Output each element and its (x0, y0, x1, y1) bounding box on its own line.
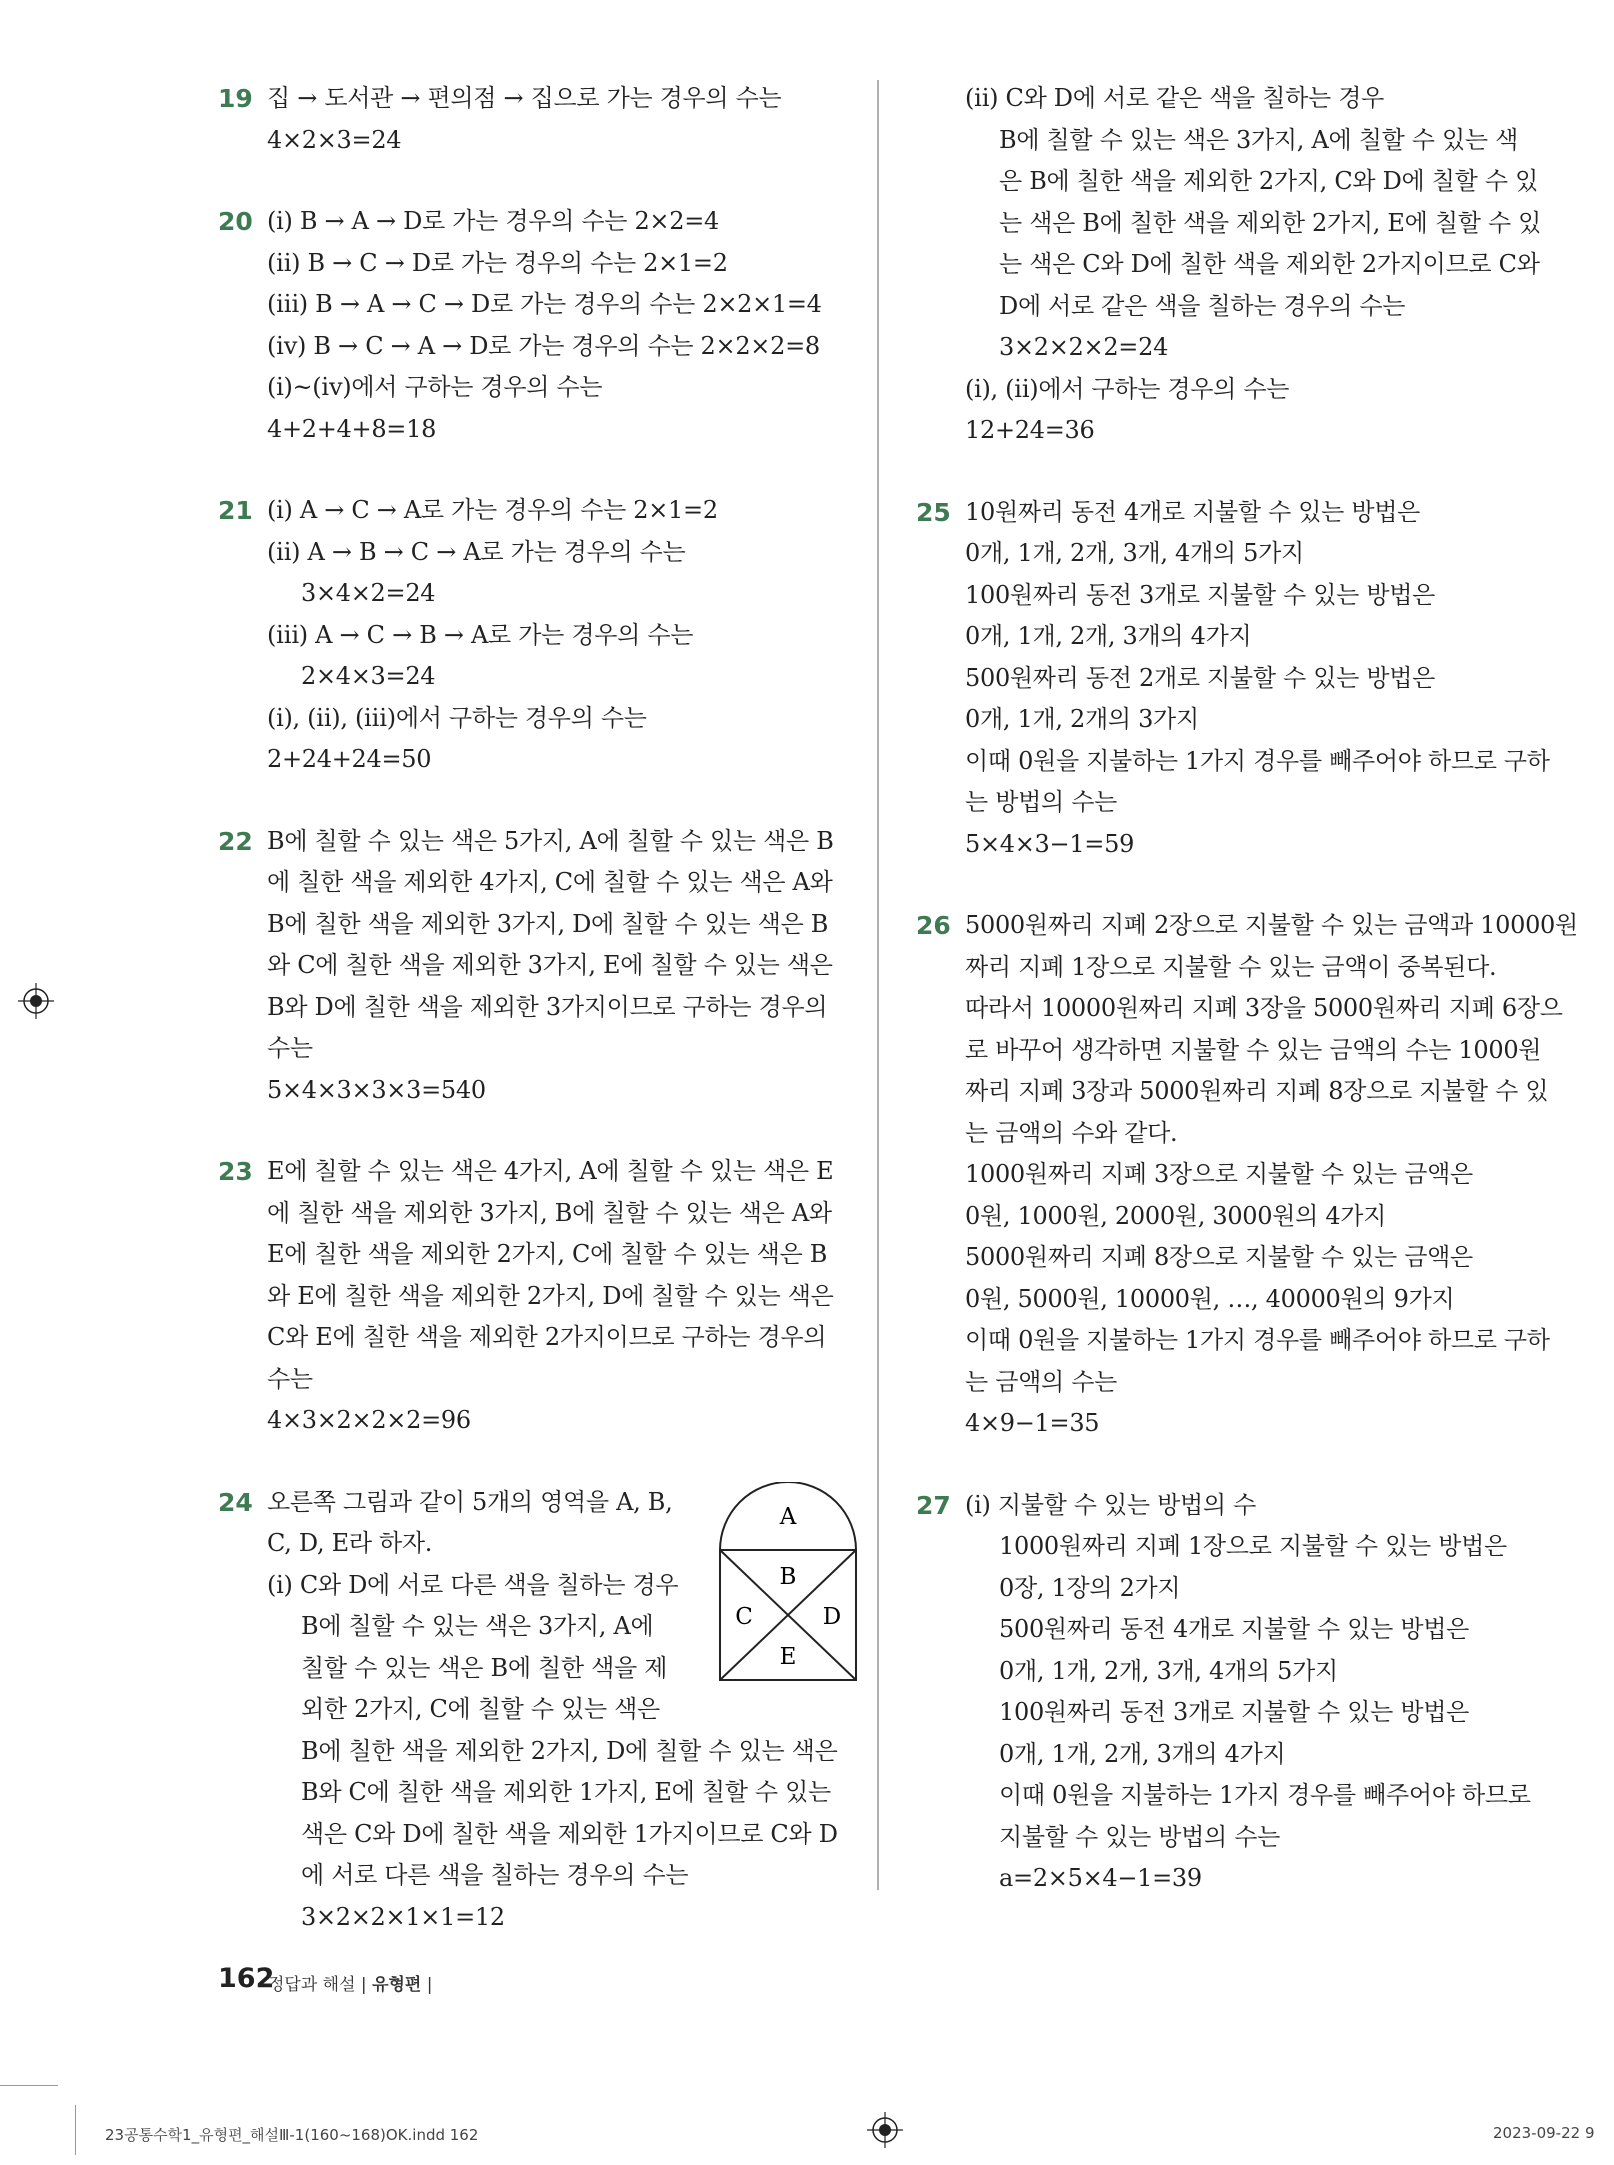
column-divider (877, 80, 879, 1890)
solution-line: 0개, 1개, 2개, 3개, 4개의 5가지 (965, 539, 1304, 567)
solution-line: 짜리 지폐 3장과 5000원짜리 지폐 8장으로 지불할 수 있 (965, 1077, 1549, 1105)
solution-line: 0원, 1000원, 2000원, 3000원의 4가지 (965, 1201, 1387, 1230)
solution-line: 외한 2가지, C에 칠할 수 있는 색은 (301, 1695, 660, 1723)
solution-line: (ⅰ)~(ⅳ)에서 구하는 경우의 수는 (267, 373, 603, 401)
problem-block (916, 78, 1556, 452)
solution-line: 이때 0원을 지불하는 1가지 경우를 빼주어야 하므로 구하 (965, 1326, 1550, 1354)
solution-line: (ⅱ) C와 D에 서로 같은 색을 칠하는 경우 (965, 84, 1384, 112)
solution-line: 500원짜리 동전 2개로 지불할 수 있는 방법은 (965, 663, 1435, 692)
solution-line: 5000원짜리 지폐 2장으로 지불할 수 있는 금액과 10000원 (965, 911, 1578, 939)
problem-block (218, 1482, 858, 1939)
solution-line: C와 E에 칠한 색을 제외한 2가지이므로 구하는 경우의 (267, 1323, 827, 1351)
problem-number: 26 (916, 911, 951, 940)
solution-line: 12+24=36 (965, 416, 1095, 444)
solution-line: 3×2×2×2=24 (999, 333, 1169, 361)
problem-number: 24 (218, 1487, 253, 1517)
solution-line: B와 D에 칠한 색을 제외한 3가지이므로 구하는 경우의 (267, 992, 828, 1021)
solution-line: (ⅱ) A → B → C → A로 가는 경우의 수는 (267, 537, 686, 566)
solution-line: 오른쪽 그림과 같이 5개의 영역을 A, B, (267, 1487, 673, 1516)
problem-block (218, 78, 858, 161)
solution-line: 에 서로 다른 색을 칠하는 경우의 수는 (301, 1861, 689, 1889)
crop-mark (75, 2105, 76, 2155)
solution-line: 0장, 1장의 2가지 (999, 1573, 1181, 1602)
solution-line: B와 C에 칠한 색을 제외한 1가지, E에 칠할 수 있는 (301, 1778, 831, 1806)
solution-line: (ⅰ), (ⅱ), (ⅲ)에서 구하는 경우의 수는 (267, 703, 647, 732)
file-slug: 23공통수학1_유형편_해설Ⅲ-1(160~168)OK.indd 162 (105, 2126, 479, 2144)
right-column (916, 78, 1578, 1940)
solution-line: B에 칠할 수 있는 색은 5가지, A에 칠할 수 있는 색은 B (267, 826, 834, 855)
solution-line: 0개, 1개, 2개, 3개의 4가지 (999, 1739, 1286, 1768)
solution-line: 0원, 5000원, 10000원, …, 40000원의 9가지 (965, 1284, 1455, 1313)
footer-separator-end: | (426, 1975, 433, 1995)
left-column (218, 78, 858, 1978)
problem-block (916, 1485, 1556, 1900)
page-number: 162 (218, 1963, 275, 1994)
solution-line: 수는 (267, 1364, 313, 1393)
solution-line: 는 방법의 수는 (965, 788, 1117, 816)
region-label-b: B (779, 1563, 797, 1590)
solution-line: 로 바꾸어 생각하면 지불할 수 있는 금액의 수는 1000원 (965, 1035, 1542, 1064)
solution-line: 3×2×2×1×1=12 (301, 1902, 505, 1931)
solution-line: 칠할 수 있는 색은 B에 칠한 색을 제 (301, 1653, 668, 1682)
solution-line: a=2×5×4−1=39 (999, 1864, 1202, 1892)
problem-number: 21 (218, 496, 253, 525)
solution-line: 에 칠한 색을 제외한 3가지, B에 칠할 수 있는 색은 A와 (267, 1198, 832, 1227)
solution-line: 1000원짜리 지폐 3장으로 지불할 수 있는 금액은 (965, 1160, 1473, 1188)
solution-line: B에 칠한 색을 제외한 3가지, D에 칠할 수 있는 색은 B (267, 909, 829, 938)
solution-line: 와 E에 칠한 색을 제외한 2가지, D에 칠할 수 있는 색은 (267, 1281, 834, 1310)
crop-mark (0, 2085, 58, 2086)
solution-line: D에 서로 같은 색을 칠하는 경우의 수는 (999, 291, 1406, 320)
solution-line: 은 B에 칠한 색을 제외한 2가지, C와 D에 칠할 수 있 (999, 167, 1538, 195)
solution-line: E에 칠한 색을 제외한 2가지, C에 칠할 수 있는 색은 B (267, 1240, 828, 1268)
solution-line: 5×4×3−1=59 (965, 829, 1135, 858)
solution-line: 500원짜리 동전 4개로 지불할 수 있는 방법은 (999, 1615, 1469, 1643)
region-label-d: D (822, 1603, 842, 1630)
solution-line: (ⅰ) 지불할 수 있는 방법의 수 (965, 1490, 1256, 1519)
problem-number: 23 (218, 1157, 253, 1186)
problem-block (218, 490, 858, 781)
solution-line: 이때 0원을 지불하는 1가지 경우를 빼주어야 하므로 (999, 1781, 1531, 1809)
solution-line: 이때 0원을 지불하는 1가지 경우를 빼주어야 하므로 구하 (965, 746, 1550, 775)
solution-line: (ⅲ) A → C → B → A로 가는 경우의 수는 (267, 620, 694, 649)
solution-line: 5000원짜리 지폐 8장으로 지불할 수 있는 금액은 (965, 1243, 1473, 1271)
solution-line: 는 금액의 수와 같다. (965, 1118, 1178, 1147)
solution-line: 100원짜리 동전 3개로 지불할 수 있는 방법은 (999, 1698, 1469, 1726)
solution-line: 0개, 1개, 2개, 3개의 4가지 (965, 622, 1252, 650)
problem-number: 27 (916, 1490, 951, 1520)
problem-block (916, 492, 1556, 866)
solution-line: 1000원짜리 지폐 1장으로 지불할 수 있는 방법은 (999, 1532, 1507, 1560)
solution-line: 에 칠한 색을 제외한 4가지, C에 칠할 수 있는 색은 A와 (267, 868, 833, 896)
solution-line: 집 → 도서관 → 편의점 → 집으로 가는 경우의 수는 (267, 84, 782, 112)
solution-line: 0개, 1개, 2개의 3가지 (965, 705, 1199, 733)
solution-line: C, D, E라 하자. (267, 1529, 433, 1557)
problem-block (218, 201, 858, 450)
solution-line: 는 금액의 수는 (965, 1367, 1117, 1396)
solution-line: (ⅱ) B → C → D로 가는 경우의 수는 2×1=2 (267, 248, 728, 277)
region-label-c: C (735, 1603, 753, 1630)
solution-line: 4×2×3=24 (267, 125, 402, 154)
solution-line: 지불할 수 있는 방법의 수는 (999, 1822, 1281, 1851)
solution-line: (ⅰ) A → C → A로 가는 경우의 수는 2×1=2 (267, 496, 718, 524)
region-label-e: E (779, 1643, 797, 1670)
solution-line: 4+2+4+8=18 (267, 414, 437, 443)
solution-line: 수는 (267, 1034, 313, 1062)
registration-mark-icon (18, 983, 54, 1019)
solution-line: B에 칠한 색을 제외한 2가지, D에 칠할 수 있는 색은 (301, 1736, 838, 1765)
footer-separator: | (360, 1975, 373, 1995)
solution-line: 0개, 1개, 2개, 3개, 4개의 5가지 (999, 1656, 1338, 1685)
solution-line: 5×4×3×3×3=540 (267, 1075, 486, 1104)
solution-line: 는 색은 C와 D에 칠한 색을 제외한 2가지이므로 C와 (999, 250, 1540, 278)
solution-line: (ⅳ) B → C → A → D로 가는 경우의 수는 2×2×2=8 (267, 331, 820, 360)
solution-line: 100원짜리 동전 3개로 지불할 수 있는 방법은 (965, 580, 1435, 609)
problem-number: 22 (218, 826, 253, 856)
date-slug: 2023-09-22 9 (1493, 2124, 1595, 2142)
solution-line: 색은 C와 D에 칠한 색을 제외한 1가지이므로 C와 D (301, 1819, 838, 1848)
solution-line: (ⅰ) B → A → D로 가는 경우의 수는 2×2=4 (267, 207, 719, 235)
solution-line: B에 칠할 수 있는 색은 3가지, A에 칠할 수 있는 색 (999, 125, 1518, 154)
region-label-a: A (779, 1503, 797, 1530)
solution-line: 와 C에 칠한 색을 제외한 3가지, E에 칠할 수 있는 색은 (267, 951, 833, 979)
problem-number: 20 (218, 207, 253, 236)
solution-line: 2+24+24=50 (267, 745, 432, 773)
solution-line: E에 칠할 수 있는 색은 4가지, A에 칠할 수 있는 색은 E (267, 1157, 834, 1185)
footer-title (268, 1970, 432, 1995)
solution-line: (ⅲ) B → A → C → D로 가는 경우의 수는 2×2×1=4 (267, 290, 822, 318)
solution-line: 따라서 10000원짜리 지폐 3장을 5000원짜리 지폐 6장으 (965, 994, 1563, 1022)
problem-block (218, 1151, 858, 1442)
solution-line: (ⅰ) C와 D에 서로 다른 색을 칠하는 경우 (267, 1570, 679, 1599)
solution-line: 짜리 지폐 1장으로 지불할 수 있는 금액이 중복된다. (965, 952, 1497, 981)
solution-line: 4×3×2×2×2=96 (267, 1406, 471, 1434)
solution-line: 4×9−1=35 (965, 1409, 1100, 1437)
problem-number: 19 (218, 84, 253, 113)
registration-mark-icon (867, 2112, 903, 2148)
solution-line: 3×4×2=24 (301, 579, 436, 607)
solution-line: (ⅰ), (ⅱ)에서 구하는 경우의 수는 (965, 374, 1290, 403)
region-diagram (718, 1482, 858, 1682)
footer-section: 유형편 (372, 1975, 422, 1995)
problem-block (916, 905, 1578, 1445)
solution-line: B에 칠할 수 있는 색은 3가지, A에 (301, 1612, 654, 1640)
problem-number: 25 (916, 497, 951, 527)
solution-line: 는 색은 B에 칠한 색을 제외한 2가지, E에 칠할 수 있 (999, 208, 1542, 237)
footer-book-title: 정답과 해설 (268, 1975, 356, 1995)
problem-block (218, 821, 858, 1112)
solution-line: 10원짜리 동전 4개로 지불할 수 있는 방법은 (965, 497, 1421, 526)
solution-line: 2×4×3=24 (301, 662, 436, 690)
